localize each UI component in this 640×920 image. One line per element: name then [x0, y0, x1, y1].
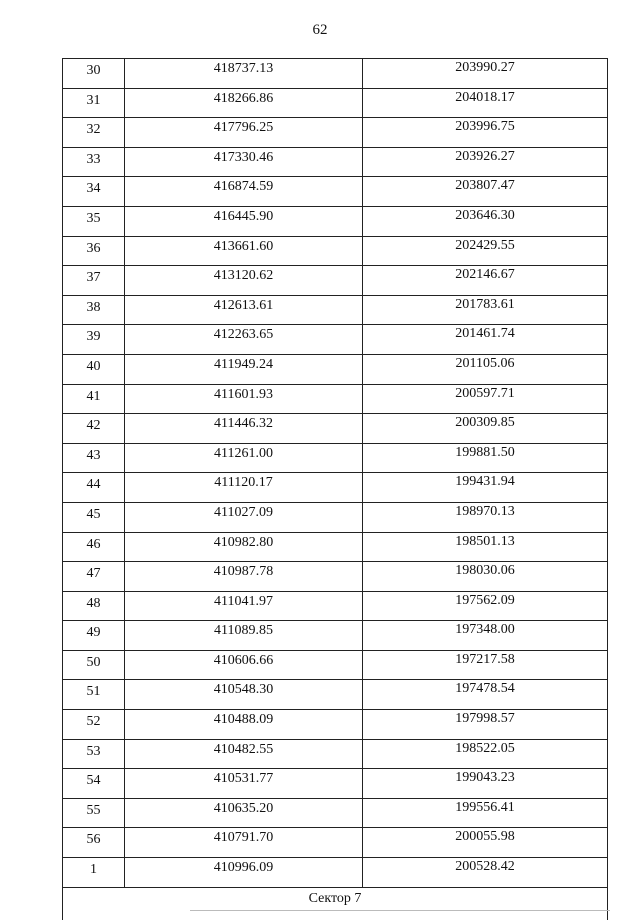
point-number-cell: 35 — [63, 206, 125, 236]
x-coordinate-cell: 410606.66 — [125, 650, 363, 680]
y-coordinate-cell: 199431.94 — [363, 473, 608, 503]
point-number-cell: 33 — [63, 147, 125, 177]
x-coordinate-cell: 410482.55 — [125, 739, 363, 769]
point-number-cell: 56 — [63, 828, 125, 858]
table-row — [63, 680, 608, 710]
x-coordinate-cell: 418266.86 — [125, 88, 363, 118]
point-number-cell: 44 — [63, 473, 125, 503]
y-coordinate-cell: 197562.09 — [363, 591, 608, 621]
x-coordinate-cell: 417796.25 — [125, 118, 363, 148]
table-row — [63, 739, 608, 769]
table-row — [63, 325, 608, 355]
y-coordinate-cell: 197998.57 — [363, 710, 608, 740]
x-coordinate-cell: 410996.09 — [125, 858, 363, 888]
table-row — [63, 532, 608, 562]
x-coordinate-cell: 418737.13 — [125, 59, 363, 89]
x-coordinate-cell: 410488.09 — [125, 710, 363, 740]
x-coordinate-cell: 411027.09 — [125, 502, 363, 532]
y-coordinate-cell: 198030.06 — [363, 562, 608, 592]
y-coordinate-cell: 203646.30 — [363, 206, 608, 236]
y-coordinate-cell: 198522.05 — [363, 739, 608, 769]
table-row — [63, 236, 608, 266]
point-number-cell: 55 — [63, 798, 125, 828]
table-row — [63, 650, 608, 680]
point-number-cell: 39 — [63, 325, 125, 355]
table-row — [63, 710, 608, 740]
x-coordinate-cell: 416445.90 — [125, 206, 363, 236]
x-coordinate-cell: 410531.77 — [125, 769, 363, 799]
table-row — [63, 828, 608, 858]
point-number-cell: 47 — [63, 562, 125, 592]
sector-row — [63, 887, 608, 920]
table-row — [63, 59, 608, 89]
point-number-cell: 42 — [63, 414, 125, 444]
x-coordinate-cell: 411261.00 — [125, 443, 363, 473]
table-row — [63, 858, 608, 888]
y-coordinate-cell: 203996.75 — [363, 118, 608, 148]
x-coordinate-cell: 410982.80 — [125, 532, 363, 562]
y-coordinate-cell: 198970.13 — [363, 502, 608, 532]
y-coordinate-cell: 201105.06 — [363, 354, 608, 384]
x-coordinate-cell: 416874.59 — [125, 177, 363, 207]
x-coordinate-cell: 411089.85 — [125, 621, 363, 651]
point-number-cell: 54 — [63, 769, 125, 799]
y-coordinate-cell: 199043.23 — [363, 769, 608, 799]
point-number-cell: 37 — [63, 266, 125, 296]
x-coordinate-cell: 413661.60 — [125, 236, 363, 266]
x-coordinate-cell: 411601.93 — [125, 384, 363, 414]
point-number-cell: 52 — [63, 710, 125, 740]
table-row — [63, 295, 608, 325]
y-coordinate-cell: 202429.55 — [363, 236, 608, 266]
x-coordinate-cell: 411120.17 — [125, 473, 363, 503]
point-number-cell: 38 — [63, 295, 125, 325]
y-coordinate-cell: 197348.00 — [363, 621, 608, 651]
point-number-cell: 36 — [63, 236, 125, 266]
x-coordinate-cell: 411949.24 — [125, 354, 363, 384]
x-coordinate-cell: 411446.32 — [125, 414, 363, 444]
page-number: 62 — [312, 22, 328, 38]
y-coordinate-cell: 197217.58 — [363, 650, 608, 680]
point-number-cell: 34 — [63, 177, 125, 207]
x-coordinate-cell: 413120.62 — [125, 266, 363, 296]
y-coordinate-cell: 201783.61 — [363, 295, 608, 325]
table-row — [63, 591, 608, 621]
point-number-cell: 50 — [63, 650, 125, 680]
point-number-cell: 51 — [63, 680, 125, 710]
table-row — [63, 88, 608, 118]
sector-label: Сектор 7 — [63, 887, 608, 920]
point-number-cell: 46 — [63, 532, 125, 562]
point-number-cell: 32 — [63, 118, 125, 148]
point-number-cell: 43 — [63, 443, 125, 473]
x-coordinate-cell: 410635.20 — [125, 798, 363, 828]
table-row — [63, 206, 608, 236]
x-coordinate-cell: 412613.61 — [125, 295, 363, 325]
table-row — [63, 118, 608, 148]
y-coordinate-cell: 201461.74 — [363, 325, 608, 355]
x-coordinate-cell: 410987.78 — [125, 562, 363, 592]
point-number-cell: 31 — [63, 88, 125, 118]
y-coordinate-cell: 197478.54 — [363, 680, 608, 710]
bottom-rule — [190, 910, 610, 911]
table-row — [63, 384, 608, 414]
y-coordinate-cell: 200597.71 — [363, 384, 608, 414]
point-number-cell: 40 — [63, 354, 125, 384]
table-row — [63, 621, 608, 651]
y-coordinate-cell: 204018.17 — [363, 88, 608, 118]
y-coordinate-cell: 203990.27 — [363, 59, 608, 89]
y-coordinate-cell: 200055.98 — [363, 828, 608, 858]
point-number-cell: 48 — [63, 591, 125, 621]
coordinates-table — [62, 58, 608, 920]
point-number-cell: 45 — [63, 502, 125, 532]
table-row — [63, 562, 608, 592]
point-number-cell: 49 — [63, 621, 125, 651]
table-row — [63, 354, 608, 384]
point-number-cell: 30 — [63, 59, 125, 89]
y-coordinate-cell: 203926.27 — [363, 147, 608, 177]
table-row — [63, 177, 608, 207]
y-coordinate-cell: 202146.67 — [363, 266, 608, 296]
coordinates-table-body — [63, 59, 608, 920]
table-row — [63, 502, 608, 532]
table-row — [63, 414, 608, 444]
y-coordinate-cell: 198501.13 — [363, 532, 608, 562]
point-number-cell: 41 — [63, 384, 125, 414]
x-coordinate-cell: 412263.65 — [125, 325, 363, 355]
table-row — [63, 266, 608, 296]
point-number-cell: 53 — [63, 739, 125, 769]
x-coordinate-cell: 417330.46 — [125, 147, 363, 177]
x-coordinate-cell: 410791.70 — [125, 828, 363, 858]
y-coordinate-cell: 200528.42 — [363, 858, 608, 888]
y-coordinate-cell: 200309.85 — [363, 414, 608, 444]
y-coordinate-cell: 203807.47 — [363, 177, 608, 207]
table-row — [63, 769, 608, 799]
point-number-cell: 1 — [63, 858, 125, 888]
y-coordinate-cell: 199881.50 — [363, 443, 608, 473]
x-coordinate-cell: 410548.30 — [125, 680, 363, 710]
table-row — [63, 798, 608, 828]
x-coordinate-cell: 411041.97 — [125, 591, 363, 621]
table-row — [63, 147, 608, 177]
table-row — [63, 473, 608, 503]
y-coordinate-cell: 199556.41 — [363, 798, 608, 828]
table-row — [63, 443, 608, 473]
